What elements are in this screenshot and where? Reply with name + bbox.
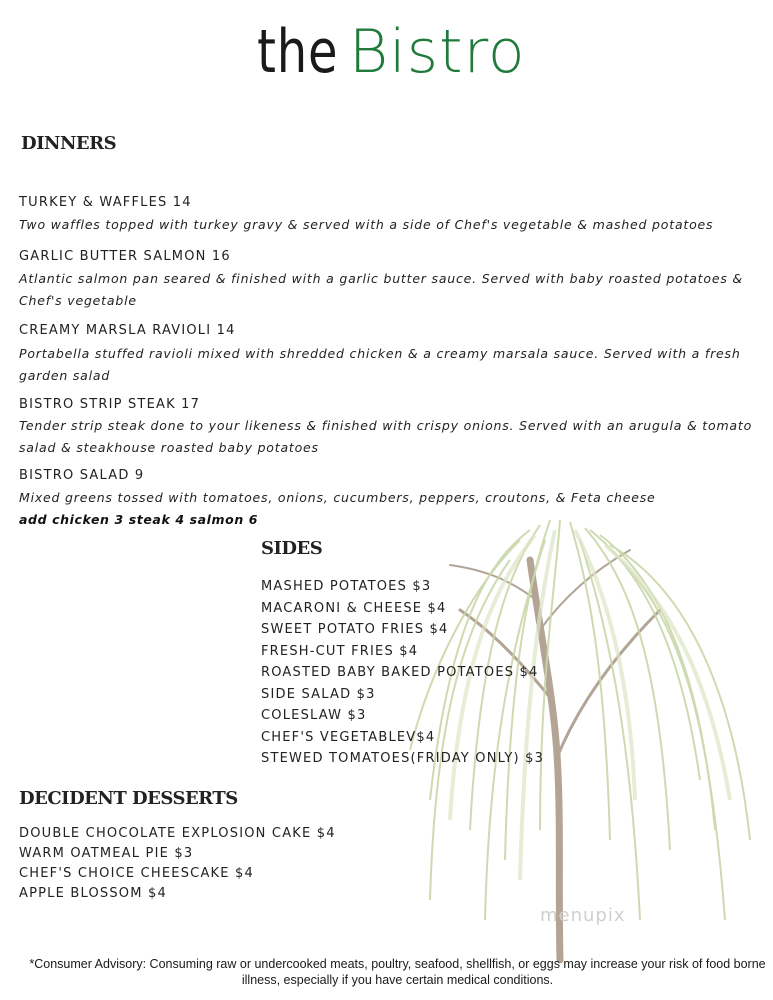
menupix-watermark: menupix: [540, 905, 626, 926]
sides-list: [261, 576, 544, 770]
side-item: FRESH-CUT FRIES $4: [261, 643, 419, 659]
side-item: SIDE SALAD $3: [261, 686, 376, 702]
desserts-heading: DECIDENT DESSERTS: [19, 788, 238, 809]
logo-part-the: the: [257, 17, 339, 87]
side-item: COLESLAW $3: [261, 708, 367, 723]
dinner-item-description: Portabella stuffed ravioli mixed with shredded chicken & a creamy marsala sauce. Served with a fresh garden salad: [19, 346, 741, 383]
restaurant-logo: [0, 17, 773, 87]
side-item: CHEF'S VEGETABLEV$4: [261, 729, 436, 745]
consumer-advisory: *Consumer Advisory: Consuming raw or undercooked meats, poultry, seafood, shellfish, or eggs may increase your risk of food borne illness, especially if you have certain medical conditions.: [29, 957, 766, 987]
dessert-item: DOUBLE CHOCOLATE EXPLOSION CAKE $4: [19, 826, 336, 841]
dinner-item-title: GARLIC BUTTER SALMON 16: [19, 249, 231, 264]
dinner-item-description: Two waffles topped with turkey gravy & served with a side of Chef's vegetable & mashed potatoes: [19, 217, 714, 232]
salad-addon-options: add chicken 3 steak 4 salmon 6: [19, 512, 259, 527]
side-item: SWEET POTATO FRIES $4: [261, 622, 449, 637]
logo-part-bistro: Bistro: [348, 17, 526, 87]
dinner-item-title: TURKEY & WAFFLES 14: [19, 195, 192, 210]
sides-heading: SIDES: [261, 538, 323, 559]
side-item: MACARONI & CHEESE $4: [261, 600, 447, 616]
dinner-item-description: Tender strip steak done to your likeness & finished with crispy onions. Served with an arugula & tomato salad & steakhouse roasted baby potatoes: [19, 418, 753, 455]
dinners-heading: DINNERS: [21, 133, 117, 154]
dinner-item-title: BISTRO STRIP STEAK 17: [19, 397, 201, 412]
dinner-item-title: CREAMY MARSLA RAVIOLI 14: [19, 323, 236, 338]
side-item: STEWED TOMATOES(FRIDAY ONLY) $3: [261, 751, 545, 766]
dessert-item: APPLE BLOSSOM $4: [19, 886, 167, 901]
dinner-item-description: Mixed greens tossed with tomatoes, onions, cucumbers, peppers, croutons, & Feta cheese: [19, 490, 656, 505]
dinner-item-title: BISTRO SALAD 9: [19, 468, 145, 483]
side-item: MASHED POTATOES $3: [261, 579, 432, 594]
side-item: ROASTED BABY BAKED POTATOES $4: [261, 665, 539, 680]
desserts-list: [19, 824, 336, 904]
dessert-item: CHEF'S CHOICE CHEESCAKE $4: [19, 866, 254, 881]
dinner-item-description: Atlantic salmon pan seared & finished with a garlic butter sauce. Served with baby roasted potatoes & Chef's vegetable: [19, 271, 743, 308]
dessert-item: WARM OATMEAL PIE $3: [19, 846, 194, 861]
